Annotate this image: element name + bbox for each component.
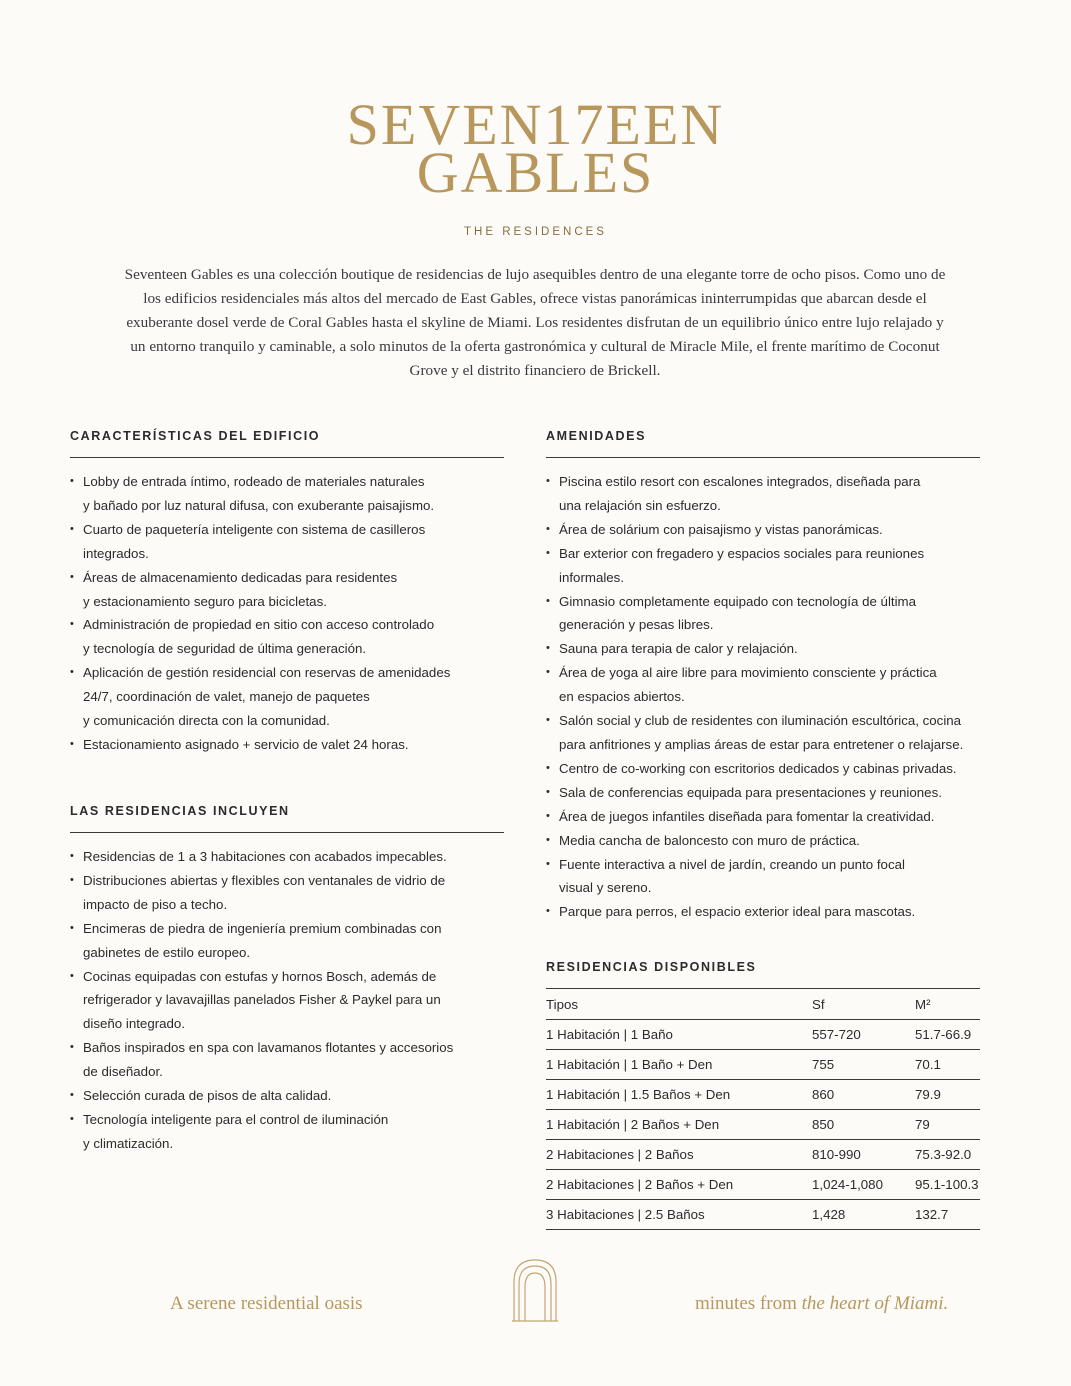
- table-cell: 1 Habitación | 2 Baños + Den: [546, 1110, 812, 1140]
- table-header-row: [546, 989, 980, 1020]
- table-row: [546, 1200, 980, 1230]
- list-item: • Área de solárium con paisajismo y vistas panorámicas.: [546, 518, 980, 542]
- section-title: CARACTERÍSTICAS DEL EDIFICIO: [70, 429, 504, 458]
- table-cell: 75.3-92.0: [915, 1140, 980, 1170]
- intro-paragraph: Seventeen Gables es una colección boutique de residencias de lujo asequibles dentro de una elegante torre de ocho pisos. Como uno de los edificios residenciales más altos del mercado de East Gables, ofrece vistas panorámicas ininterrumpidas que abarcan desde el exuberante dosel verde de Coral Gables hasta el skyline de Miami. Los residentes disfrutan de un equilibrio único entre lujo relajado y un entorno tranquilo y caminable, a solo minutos de la oferta gastronómica y cultural de Miracle Mile, el frente marítimo de Coconut Grove y el distrito financiero de Brickell.: [124, 266, 946, 379]
- list-item: • Selección curada de pisos de alta calidad.: [70, 1084, 504, 1108]
- logo: [0, 92, 1071, 238]
- list-item: y bañado por luz natural difusa, con exuberante paisajismo.: [83, 497, 435, 513]
- table-row: [546, 1020, 980, 1050]
- list-item: para anfitriones y amplias áreas de estar para entretener o relajarse.: [559, 736, 964, 752]
- list-item: integrados.: [83, 545, 149, 561]
- table-cell: 79: [915, 1110, 980, 1140]
- list-item: • Aplicación de gestión residencial con reservas de amenidades: [70, 661, 504, 685]
- footer-right-plain: minutes from: [695, 1293, 802, 1314]
- list-item: refrigerador y lavavajillas panelados Fisher & Paykel para un: [83, 992, 441, 1008]
- logo-subtitle: THE RESIDENCES: [464, 226, 607, 238]
- list-item: • Estacionamiento asignado + servicio de valet 24 horas.: [70, 733, 504, 757]
- list-item: 24/7, coordinación de valet, manejo de paquetes: [83, 689, 370, 705]
- list-item: una relajación sin esfuerzo.: [559, 497, 721, 513]
- list-item: • Áreas de almacenamiento dedicadas para residentes: [70, 566, 504, 590]
- list-item: • Salón social y club de residentes con iluminación escultórica, cocina: [546, 709, 980, 733]
- table-cell: 51.7-66.9: [915, 1020, 980, 1050]
- list-item: generación y pesas libres.: [559, 617, 714, 633]
- list-item: • Sala de conferencias equipada para presentaciones y reuniones.: [546, 781, 980, 805]
- list-item: • Administración de propiedad en sitio con acceso controlado: [70, 613, 504, 637]
- table-cell: 755: [812, 1050, 915, 1080]
- amenities-section: [546, 429, 980, 924]
- footer-tagline-left: A serene residential oasis: [170, 1293, 363, 1314]
- table-cell: 1,024-1,080: [812, 1170, 915, 1200]
- footer-right-italic: the heart of Miami.: [801, 1293, 949, 1314]
- list-item: en espacios abiertos.: [559, 689, 685, 705]
- building-features-list: [70, 470, 504, 757]
- list-item: • Piscina estilo resort con escalones integrados, diseñada para: [546, 470, 980, 494]
- table-cell: 79.9: [915, 1080, 980, 1110]
- residences-table: [546, 989, 980, 1230]
- table-cell: 2 Habitaciones | 2 Baños: [546, 1140, 812, 1170]
- list-item: informales.: [559, 569, 625, 585]
- column-header: Sf: [812, 989, 915, 1020]
- table-cell: 2 Habitaciones | 2 Baños + Den: [546, 1170, 812, 1200]
- list-item: • Parque para perros, el espacio exterior ideal para mascotas.: [546, 900, 980, 924]
- table-cell: 850: [812, 1110, 915, 1140]
- list-item: • Fuente interactiva a nivel de jardín, creando un punto focal: [546, 853, 980, 877]
- table-cell: 1,428: [812, 1200, 915, 1230]
- list-item: • Residencias de 1 a 3 habitaciones con acabados impecables.: [70, 845, 504, 869]
- column-header: Tipos: [546, 989, 812, 1020]
- list-item: y tecnología de seguridad de última generación.: [83, 641, 367, 657]
- arch-icon: [510, 1258, 560, 1322]
- list-item: de diseñador.: [83, 1064, 163, 1080]
- list-item: • Bar exterior con fregadero y espacios sociales para reuniones: [546, 542, 980, 566]
- list-item: • Centro de co-working con escritorios dedicados y cabinas privadas.: [546, 757, 980, 781]
- section-title: RESIDENCIAS DISPONIBLES: [546, 960, 757, 974]
- residences-include-list: [70, 845, 504, 1156]
- table-cell: 557-720: [812, 1020, 915, 1050]
- table-cell: 1 Habitación | 1 Baño + Den: [546, 1050, 812, 1080]
- list-item: y comunicación directa con la comunidad.: [83, 713, 330, 729]
- table-cell: 810-990: [812, 1140, 915, 1170]
- list-item: • Sauna para terapia de calor y relajación.: [546, 637, 980, 661]
- residences-include-section: [70, 804, 504, 1156]
- table-row: [546, 1110, 980, 1140]
- footer-tagline-right: [695, 1293, 948, 1315]
- list-item: • Media cancha de baloncesto con muro de práctica.: [546, 829, 980, 853]
- list-item: • Área de juegos infantiles diseñada para fomentar la creatividad.: [546, 805, 980, 829]
- list-item: diseño integrado.: [83, 1016, 186, 1032]
- logo-line-2: GABLES: [416, 140, 655, 205]
- list-item: • Baños inspirados en spa con lavamanos flotantes y accesorios: [70, 1036, 504, 1060]
- table-row: [546, 1080, 980, 1110]
- table-cell: 860: [812, 1080, 915, 1110]
- table-row: [546, 1050, 980, 1080]
- table-cell: 95.1-100.3: [915, 1170, 980, 1200]
- table-cell: 1 Habitación | 1.5 Baños + Den: [546, 1080, 812, 1110]
- logo-line-1: SEVEN17EEN: [346, 92, 725, 157]
- column-header: M²: [915, 989, 980, 1020]
- list-item: • Cocinas equipadas con estufas y hornos Bosch, además de: [70, 965, 504, 989]
- list-item: • Encimeras de piedra de ingeniería premium combinadas con: [70, 917, 504, 941]
- section-title: AMENIDADES: [546, 429, 980, 458]
- list-item: • Cuarto de paquetería inteligente con sistema de casilleros: [70, 518, 504, 542]
- available-residences-section: [546, 960, 980, 1230]
- list-item: • Distribuciones abiertas y flexibles con ventanales de vidrio de: [70, 869, 504, 893]
- list-item: y climatización.: [83, 1135, 174, 1151]
- table-row: [546, 1140, 980, 1170]
- list-item: • Tecnología inteligente para el control de iluminación: [70, 1108, 504, 1132]
- table-row: [546, 1170, 980, 1200]
- list-item: gabinetes de estilo europeo.: [83, 944, 251, 960]
- table-cell: 1 Habitación | 1 Baño: [546, 1020, 812, 1050]
- list-item: • Gimnasio completamente equipado con tecnología de última: [546, 590, 980, 614]
- list-item: impacto de piso a techo.: [83, 896, 228, 912]
- amenities-list: [546, 470, 980, 924]
- list-item: • Lobby de entrada íntimo, rodeado de materiales naturales: [70, 470, 504, 494]
- list-item: • Área de yoga al aire libre para movimiento consciente y práctica: [546, 661, 980, 685]
- list-item: y estacionamiento seguro para bicicletas.: [83, 593, 327, 609]
- list-item: visual y sereno.: [559, 880, 652, 896]
- table-cell: 3 Habitaciones | 2.5 Baños: [546, 1200, 812, 1230]
- table-cell: 70.1: [915, 1050, 980, 1080]
- section-title: LAS RESIDENCIAS INCLUYEN: [70, 804, 504, 833]
- table-cell: 132.7: [915, 1200, 980, 1230]
- building-features-section: [70, 429, 504, 757]
